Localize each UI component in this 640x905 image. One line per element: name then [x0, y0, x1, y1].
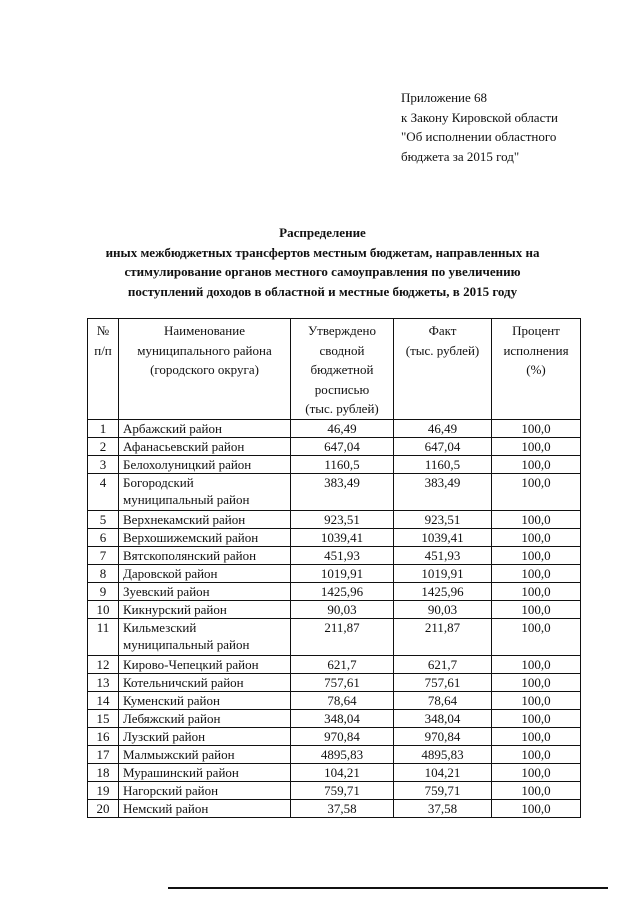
district-name-cell	[119, 564, 291, 582]
district-name-line: Верхошижемский район	[123, 529, 259, 545]
fact-amount-cell: 1160,5	[394, 455, 492, 473]
appendix-reference	[401, 88, 631, 166]
table-row	[88, 618, 581, 655]
row-number-cell: 20	[88, 799, 119, 817]
district-name-line: Нагорский район	[123, 782, 219, 798]
district-name-cell	[119, 709, 291, 727]
table-row	[88, 510, 581, 528]
header-cell-approved: Утверждено сводной бюджетной росписью (тыс. рублей)	[291, 319, 394, 420]
percent-cell: 100,0	[492, 709, 581, 727]
table-body	[88, 419, 581, 817]
percent-cell: 100,0	[492, 582, 581, 600]
district-name-cell	[119, 781, 291, 799]
district-name-line: Верхнекамский район	[123, 511, 246, 527]
table-row	[88, 455, 581, 473]
district-name-cell	[119, 510, 291, 528]
approved-amount-cell: 90,03	[291, 600, 394, 618]
header-cell-percent: Процент исполнения (%)	[492, 319, 581, 420]
fact-amount-cell: 1425,96	[394, 582, 492, 600]
header-cell-fact: Факт (тыс. рублей)	[394, 319, 492, 420]
table-header	[88, 319, 581, 420]
row-number-cell: 18	[88, 763, 119, 781]
district-name-cell	[119, 673, 291, 691]
percent-cell: 100,0	[492, 510, 581, 528]
fact-amount-cell: 759,71	[394, 781, 492, 799]
district-name-line: Вятскополянский район	[123, 547, 257, 563]
approved-amount-cell: 1160,5	[291, 455, 394, 473]
fact-amount-cell: 211,87	[394, 618, 492, 655]
district-name-line: Афанасьевский район	[123, 438, 245, 454]
table-row	[88, 582, 581, 600]
approved-amount-cell: 621,7	[291, 655, 394, 673]
district-name-line: Лузский район	[123, 728, 206, 744]
row-number-cell: 16	[88, 727, 119, 745]
row-number-cell: 3	[88, 455, 119, 473]
title-line: стимулирование органов местного самоуправления по увеличению	[124, 264, 521, 279]
title-line: иных межбюджетных трансфертов местным бюджетам, направленных на	[105, 244, 540, 260]
district-name-cell	[119, 691, 291, 709]
approved-amount-cell: 46,49	[291, 419, 394, 437]
percent-cell: 100,0	[492, 419, 581, 437]
header-cell-number: № п/п	[88, 319, 119, 420]
fact-amount-cell: 383,49	[394, 473, 492, 510]
district-name-cell	[119, 582, 291, 600]
row-number-cell: 17	[88, 745, 119, 763]
district-name-line: Котельничский район	[123, 674, 244, 690]
approved-amount-cell: 4895,83	[291, 745, 394, 763]
district-name-line: Даровской район	[123, 565, 218, 581]
table-row	[88, 564, 581, 582]
row-number-cell: 19	[88, 781, 119, 799]
approved-amount-cell: 37,58	[291, 799, 394, 817]
percent-cell: 100,0	[492, 655, 581, 673]
district-name-line: Куменский район	[123, 692, 220, 708]
district-name-cell	[119, 745, 291, 763]
district-name-cell	[119, 763, 291, 781]
district-name-line: Арбажский район	[123, 420, 222, 436]
approved-amount-cell: 104,21	[291, 763, 394, 781]
fact-amount-cell: 970,84	[394, 727, 492, 745]
district-name-cell	[119, 655, 291, 673]
table-row	[88, 799, 581, 817]
table-row	[88, 727, 581, 745]
table-row	[88, 473, 581, 510]
percent-cell: 100,0	[492, 745, 581, 763]
district-name-cell	[119, 473, 291, 510]
approved-amount-cell: 348,04	[291, 709, 394, 727]
appendix-line: к Закону Кировской области	[401, 109, 558, 125]
percent-cell: 100,0	[492, 673, 581, 691]
percent-cell: 100,0	[492, 600, 581, 618]
table-row	[88, 709, 581, 727]
row-number-cell: 6	[88, 528, 119, 546]
fact-amount-cell: 78,64	[394, 691, 492, 709]
table-row	[88, 763, 581, 781]
district-name-line: Мурашинский район	[123, 764, 239, 780]
row-number-cell: 2	[88, 437, 119, 455]
appendix-line: бюджета за 2015 год"	[401, 148, 520, 164]
approved-amount-cell: 923,51	[291, 510, 394, 528]
approved-amount-cell: 759,71	[291, 781, 394, 799]
table-row	[88, 546, 581, 564]
district-name-cell	[119, 437, 291, 455]
table-row	[88, 673, 581, 691]
fact-amount-cell: 621,7	[394, 655, 492, 673]
row-number-cell: 1	[88, 419, 119, 437]
header-cell-name: Наименование муниципального района (городского округа)	[119, 319, 291, 420]
approved-amount-cell: 970,84	[291, 727, 394, 745]
percent-cell: 100,0	[492, 437, 581, 455]
district-name-line: Кикнурский район	[123, 601, 227, 617]
table-row	[88, 419, 581, 437]
row-number-cell: 8	[88, 564, 119, 582]
district-name-line: Кильмезский	[123, 619, 197, 635]
approved-amount-cell: 383,49	[291, 473, 394, 510]
fact-amount-cell: 757,61	[394, 673, 492, 691]
table-row	[88, 745, 581, 763]
fact-amount-cell: 1039,41	[394, 528, 492, 546]
district-name-cell	[119, 600, 291, 618]
percent-cell: 100,0	[492, 473, 581, 510]
fact-amount-cell: 451,93	[394, 546, 492, 564]
appendix-line: "Об исполнении областного	[401, 129, 557, 144]
district-name-line: муниципальный район	[123, 636, 250, 652]
percent-cell: 100,0	[492, 691, 581, 709]
table-row	[88, 781, 581, 799]
row-number-cell: 14	[88, 691, 119, 709]
row-number-cell: 9	[88, 582, 119, 600]
table-row	[88, 691, 581, 709]
fact-amount-cell: 37,58	[394, 799, 492, 817]
district-name-cell	[119, 618, 291, 655]
district-name-cell	[119, 799, 291, 817]
title-line: поступлений доходов в областной и местные бюджеты, в 2015 году	[127, 283, 518, 299]
approved-amount-cell: 1019,91	[291, 564, 394, 582]
district-name-cell	[119, 727, 291, 745]
approved-amount-cell: 757,61	[291, 673, 394, 691]
percent-cell: 100,0	[492, 455, 581, 473]
approved-amount-cell: 78,64	[291, 691, 394, 709]
approved-amount-cell: 451,93	[291, 546, 394, 564]
district-name-cell	[119, 528, 291, 546]
district-name-line: Богородский	[123, 474, 194, 490]
fact-amount-cell: 90,03	[394, 600, 492, 618]
row-number-cell: 11	[88, 618, 119, 655]
district-name-cell	[119, 455, 291, 473]
row-number-cell: 4	[88, 473, 119, 510]
row-number-cell: 12	[88, 655, 119, 673]
percent-cell: 100,0	[492, 781, 581, 799]
row-number-cell: 13	[88, 673, 119, 691]
approved-amount-cell: 211,87	[291, 618, 394, 655]
table-row	[88, 600, 581, 618]
percent-cell: 100,0	[492, 618, 581, 655]
appendix-line: Приложение 68	[401, 90, 488, 105]
approved-amount-cell: 1425,96	[291, 582, 394, 600]
percent-cell: 100,0	[492, 799, 581, 817]
transfers-table	[87, 318, 581, 818]
percent-cell: 100,0	[492, 528, 581, 546]
district-name-cell	[119, 546, 291, 564]
district-name-line: муниципальный район	[123, 491, 250, 507]
row-number-cell: 15	[88, 709, 119, 727]
percent-cell: 100,0	[492, 564, 581, 582]
fact-amount-cell: 4895,83	[394, 745, 492, 763]
fact-amount-cell: 46,49	[394, 419, 492, 437]
district-name-line: Зуевский район	[123, 583, 210, 599]
table-row	[88, 655, 581, 673]
fact-amount-cell: 348,04	[394, 709, 492, 727]
table-row	[88, 528, 581, 546]
district-name-line: Кирово-Чепецкий район	[123, 656, 259, 672]
district-name-line: Белохолуницкий район	[123, 456, 252, 472]
document-title	[60, 223, 585, 301]
percent-cell: 100,0	[492, 763, 581, 781]
district-name-line: Немский район	[123, 800, 209, 816]
district-name-line: Лебяжский район	[123, 710, 221, 726]
fact-amount-cell: 104,21	[394, 763, 492, 781]
row-number-cell: 5	[88, 510, 119, 528]
percent-cell: 100,0	[492, 546, 581, 564]
row-number-cell: 7	[88, 546, 119, 564]
header-row	[88, 319, 581, 420]
title-line: Распределение	[279, 225, 366, 240]
footer-divider	[168, 887, 608, 889]
approved-amount-cell: 647,04	[291, 437, 394, 455]
approved-amount-cell: 1039,41	[291, 528, 394, 546]
district-name-line: Малмыжский район	[123, 746, 235, 762]
fact-amount-cell: 1019,91	[394, 564, 492, 582]
percent-cell: 100,0	[492, 727, 581, 745]
table-row	[88, 437, 581, 455]
row-number-cell: 10	[88, 600, 119, 618]
fact-amount-cell: 923,51	[394, 510, 492, 528]
fact-amount-cell: 647,04	[394, 437, 492, 455]
district-name-cell	[119, 419, 291, 437]
